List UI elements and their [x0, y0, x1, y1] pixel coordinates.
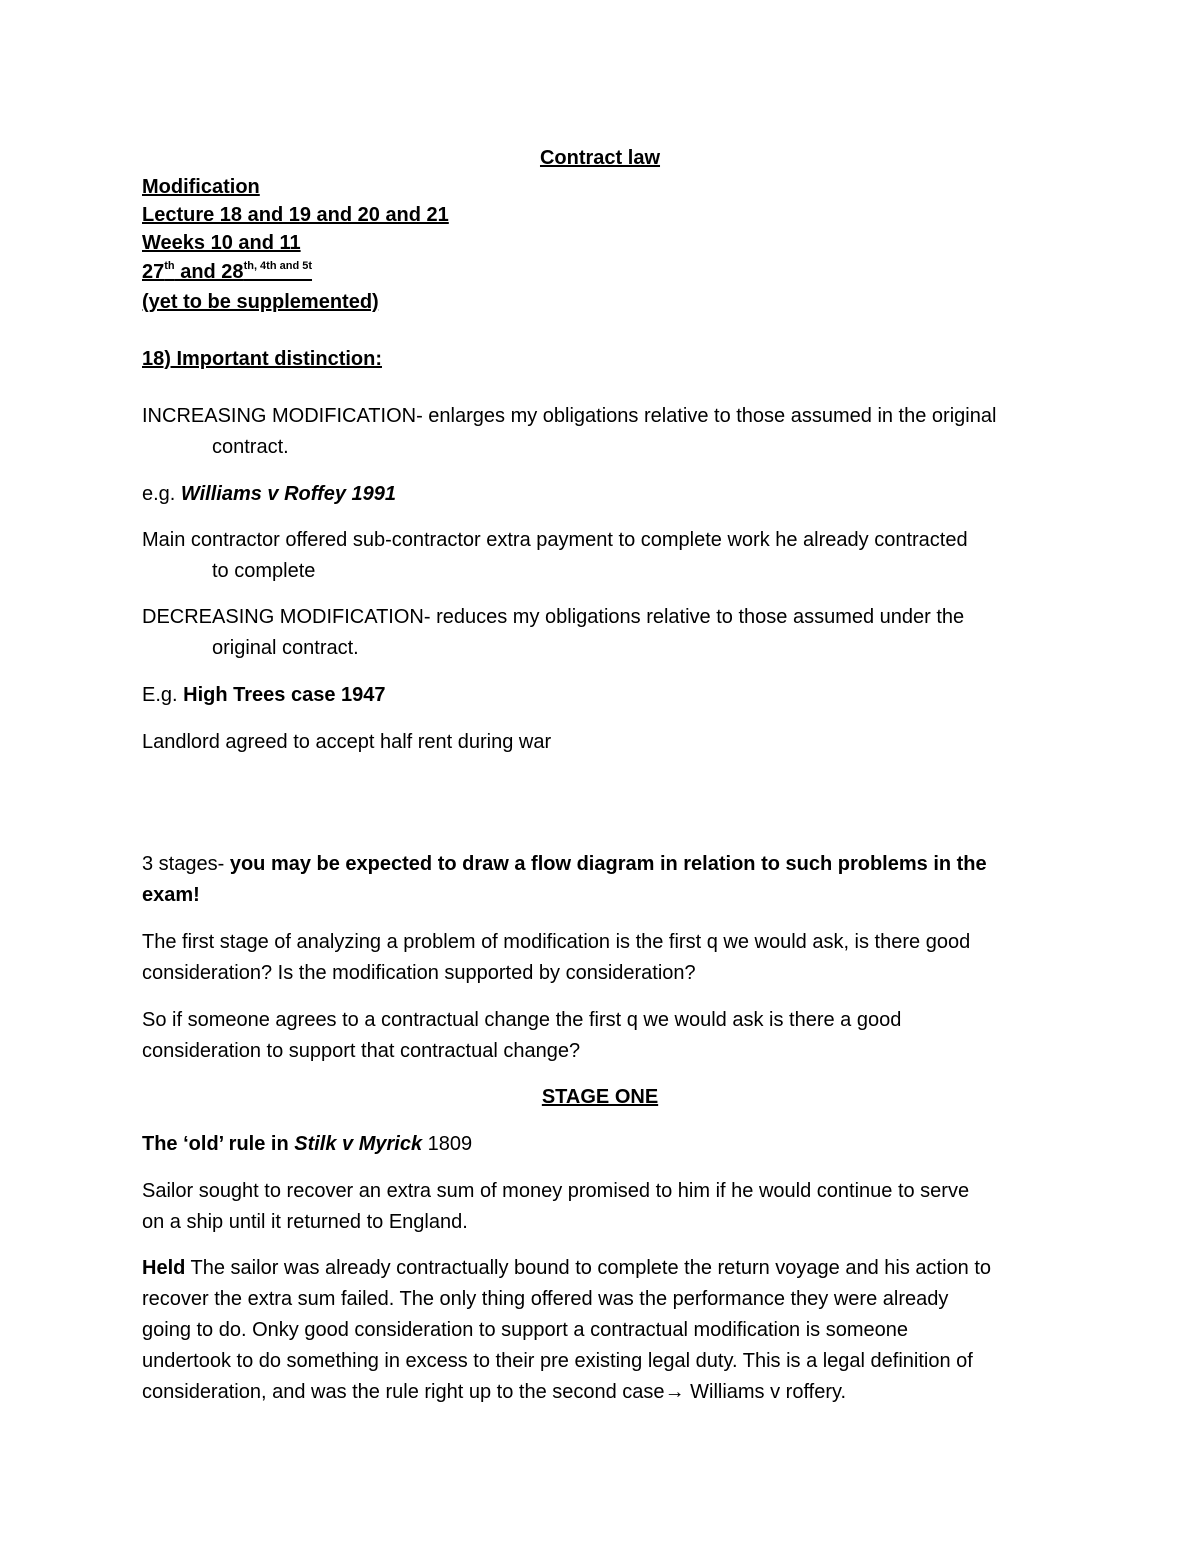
date-mid: and 28 — [174, 261, 244, 283]
decreasing-text-line-2: original contract. — [212, 637, 359, 659]
someone-line-2: consideration to support that contractual change? — [142, 1040, 581, 1062]
case-stilk-v-myrick: Stilk v Myrick — [294, 1133, 423, 1155]
main-contractor-line-1: Main contractor offered sub-contractor extra payment to complete work he already contracted — [142, 529, 968, 551]
decreasing-label: DECREASING MODIFICATION- — [142, 606, 431, 628]
someone-line-1: So if someone agrees to a contractual change the first q we would ask is there a good — [142, 1009, 902, 1031]
stage-one-heading: STAGE ONE — [541, 1086, 659, 1108]
stages-bold-text: you may be expected to draw a flow diagram in relation to such problems in the — [229, 853, 987, 875]
increasing-text-line-2: contract. — [212, 436, 289, 458]
case-williams-v-roffey: Williams v Roffey 1991 — [180, 483, 397, 505]
first-stage-line-2: consideration? Is the modification supported by consideration? — [142, 962, 696, 984]
lectures-heading: Lecture 18 and 19 and 20 and 21 — [142, 204, 449, 226]
main-contractor-line-2: to complete — [212, 560, 316, 582]
held-line-3: going to do. Onky good consideration to support a contractual modification is someone — [142, 1319, 909, 1341]
increasing-paragraph — [142, 404, 996, 428]
date-suffix-2: th, 4th and 5t — [243, 260, 313, 272]
held-line-2: recover the extra sum failed. The only thing offered was the performance they were already — [142, 1288, 949, 1310]
increasing-label: INCREASING MODIFICATION- — [142, 405, 423, 427]
stages-line-1 — [142, 852, 987, 876]
held-text-line-5: consideration, and was the rule right up to the second case — [142, 1381, 665, 1403]
old-rule-prefix: The ‘old’ rule in — [142, 1133, 295, 1155]
landlord-line: Landlord agreed to accept half rent during war — [142, 731, 552, 753]
example-1-prefix: e.g. — [142, 483, 181, 505]
held-text-line-1: The sailor was already contractually bound to complete the return voyage and his action to — [185, 1257, 991, 1279]
held-line-5 — [142, 1380, 846, 1404]
date-day-1: 27 — [142, 261, 165, 283]
date-suffix-1: th — [164, 260, 175, 272]
case-high-trees: High Trees case 1947 — [183, 684, 386, 706]
decreasing-text-line-1: reduces my obligations relative to those assumed under the — [430, 606, 965, 628]
increasing-text-line-1: enlarges my obligations relative to those assumed in the original — [422, 405, 997, 427]
old-rule-heading — [142, 1132, 472, 1156]
example-2 — [142, 683, 386, 707]
page-title: Contract law — [539, 147, 661, 169]
decreasing-paragraph — [142, 605, 964, 629]
held-label: Held — [142, 1257, 186, 1279]
first-stage-line-1: The first stage of analyzing a problem of modification is the first q we would ask, is there good — [142, 931, 971, 953]
section-18-heading: 18) Important distinction: — [142, 348, 382, 370]
old-rule-year: 1809 — [422, 1133, 473, 1155]
example-1 — [142, 482, 396, 506]
held-text-line-5b: Williams v roffery. — [684, 1381, 847, 1403]
sailor-line-1: Sailor sought to recover an extra sum of money promised to him if he would continue to serve — [142, 1180, 970, 1202]
stages-prefix: 3 stages- — [142, 853, 230, 875]
example-2-prefix: E.g. — [142, 684, 184, 706]
stages-line-2: exam! — [142, 884, 200, 906]
supplement-note: (yet to be supplemented) — [142, 291, 379, 313]
sailor-line-2: on a ship until it returned to England. — [142, 1211, 468, 1233]
held-line-1 — [142, 1256, 991, 1280]
weeks-heading: Weeks 10 and 11 — [142, 232, 301, 254]
held-line-4: undertook to do something in excess to their pre existing legal duty. This is a legal definition of — [142, 1350, 973, 1372]
dates-heading — [142, 260, 312, 284]
topic-heading: Modification — [142, 176, 260, 198]
right-arrow-icon: → — [664, 1381, 685, 1403]
